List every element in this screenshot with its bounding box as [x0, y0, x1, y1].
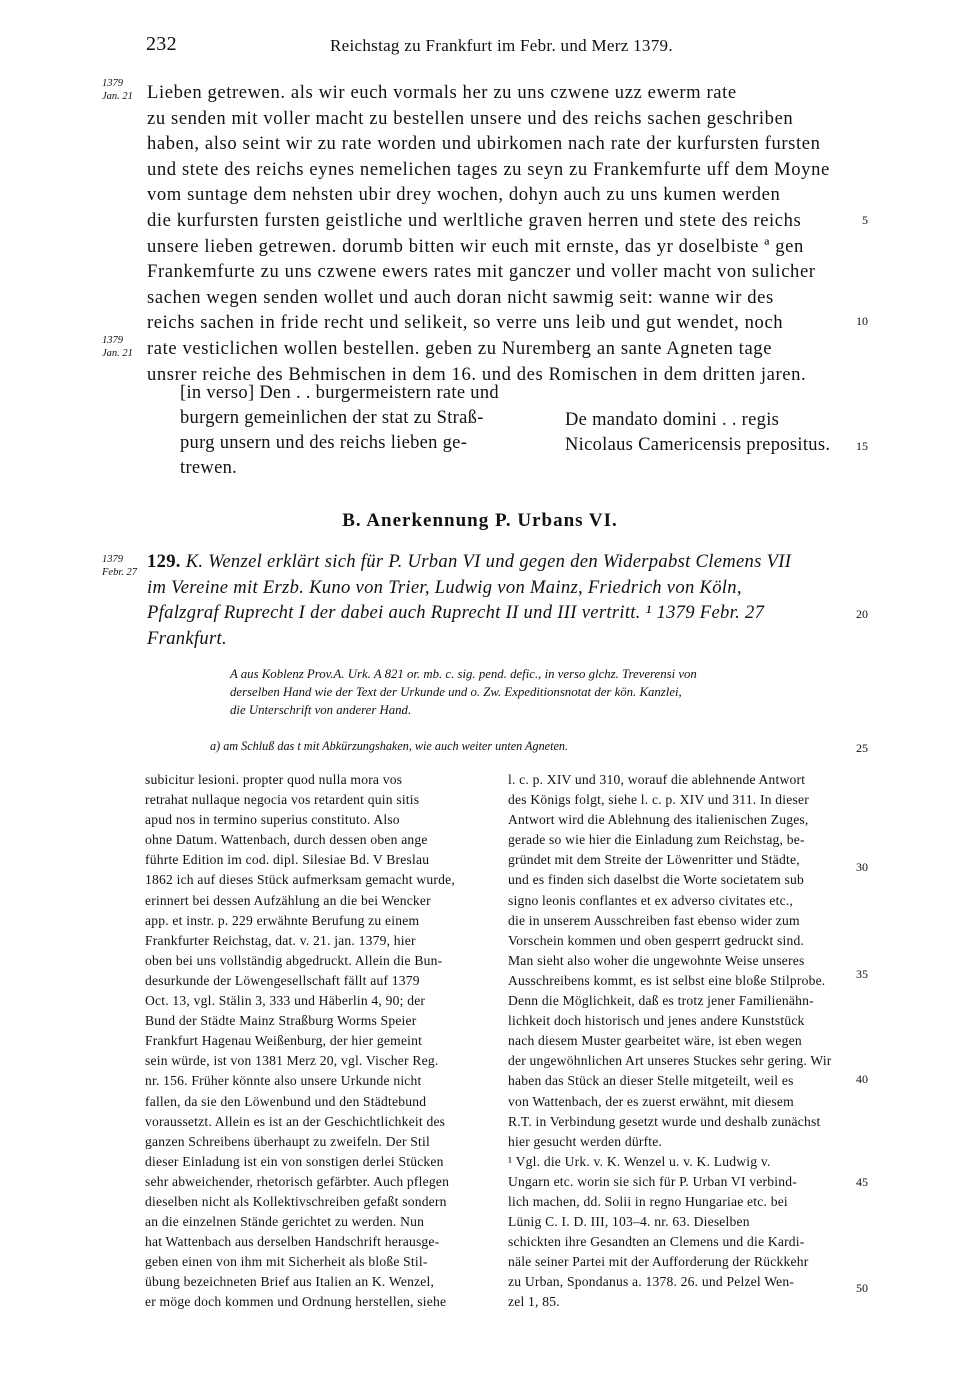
letter-line: vom suntage dem nehsten ubir drey wochen, dohyn auch zu uns kumen werden: [147, 184, 781, 206]
letter-body: [147, 80, 847, 387]
note-line: er möge doch kommen und Ordnung herstellen, siehe: [145, 1294, 447, 1310]
note-line: Bund der Städte Mainz Straßburg Worms Speier: [145, 1013, 417, 1029]
entry-line: K. Wenzel erklärt sich für P. Urban VI und gegen den Widerpabst Clemens VII: [185, 551, 792, 572]
note-line: des Königs folgt, siehe l. c. p. XIV und 311. In dieser: [508, 792, 809, 808]
letter-line: die kurfursten fursten geistliche und werltliche graven herren und stete des reichs: [147, 209, 802, 231]
note-line: zel 1, 85.: [508, 1294, 560, 1310]
letter-line: und stete des reichs eynes nemelichen tages zu seyn zu Frankemfurte uff dem Moyne: [147, 158, 830, 180]
line-number: 30: [856, 860, 868, 874]
note-line: hat Wattenbach aus derselben Handschrift herausge-: [145, 1234, 440, 1250]
note-line: 1862 ich auf dieses Stück aufmerksam gemacht wurde,: [145, 872, 455, 888]
line-number: 40: [856, 1072, 868, 1086]
note-line: Vorschein kommen und oben gesperrt gedruckt sind.: [508, 932, 805, 948]
note-line: Ausschreibens kommt, es ist selbst eine bloße Stilprobe.: [508, 972, 826, 988]
letter-line: unsrer reiche des Behmischen in dem 16. und des Romischen in dem dritten jaren.: [147, 363, 807, 385]
note-line: Lünig C. I. D. III, 103–4. nr. 63. Dieselben: [508, 1214, 750, 1230]
margin-date-year: 1379: [102, 78, 123, 89]
note-line: zu Urban, Spondanus a. 1378. 26. und Pelzel Wen-: [508, 1274, 795, 1290]
line-number: 25: [856, 741, 868, 755]
note-line: geben einen von ihm mit Sicherheit als bloße Stil-: [145, 1254, 428, 1270]
note-line: Frankfurt Hagenau Weißenburg, der hier gemeint: [145, 1033, 423, 1049]
note-line: oben bei uns vollständig abgedruckt. Allein die Bun-: [145, 952, 443, 968]
note-line: Antwort wird die Ablehnung des italienischen Zuges,: [508, 812, 809, 828]
margin-date: [102, 77, 142, 103]
note-line: Oct. 13, vgl. Stälin 3, 333 und Häberlin 4, 90; der: [145, 993, 426, 1009]
margin-date-day: Jan. 21: [102, 348, 133, 359]
note-line: sein würde, ist von 1381 Merz 20, vgl. Vischer Reg.: [145, 1053, 439, 1069]
note-line: retrahat nullaque negocia vos retardent quin sitis: [145, 792, 420, 808]
letter-line: Lieben getrewen. als wir euch vormals her zu uns czwene uzz ewerm rate: [147, 82, 737, 103]
note-line: sehr abweichender, rhetorisch gefärbter. Auch pflegen: [145, 1173, 450, 1189]
address-line: trewen.: [180, 458, 238, 478]
running-head: Reichstag zu Frankfurt im Febr. und Merz 1379.: [330, 36, 673, 55]
note-line: ganzen Schreibens überhaupt zu zweifeln. Der Stil: [145, 1133, 430, 1149]
entry-line: Pfalzgraf Ruprecht I der dabei auch Ruprecht II und III vertritt. ¹ 1379 Febr. 27: [147, 602, 765, 624]
line-number: 20: [856, 607, 868, 621]
note-line: dieselben nicht als Kollektivschreiben gefaßt sondern: [145, 1193, 447, 1209]
note-line: die in unserem Ausschreiben fast ebenso wider zum: [508, 912, 800, 928]
note-line: übung bezeichneten Brief aus Italien an K. Wenzel,: [145, 1274, 435, 1290]
note-line: apud nos in termino superius constituto. Also: [145, 812, 400, 828]
notes-left-column: [145, 770, 490, 1313]
line-number: 5: [862, 213, 868, 227]
entry-129: [147, 549, 847, 651]
note-line: ohne Datum. Wattenbach, durch dessen oben ange: [145, 832, 428, 848]
section-heading: B. Anerkennung P. Urbans VI.: [342, 510, 618, 531]
line-number: 10: [856, 314, 868, 328]
note-line: lich machen, dd. Solii in regno Hungariae etc. bei: [508, 1193, 788, 1209]
note-line: l. c. p. XIV und 310, worauf die ablehnende Antwort: [508, 772, 806, 787]
address-in-verso: [180, 381, 520, 481]
letter-line: reichs sachen in fride recht und selikeit, so verre uns leib und gut wendet, noch: [147, 312, 784, 334]
source-description: [230, 665, 850, 719]
footnote-a: a) am Schluß das t mit Abkürzungshaken, wie auch weiter unten Agneten.: [210, 739, 569, 753]
subscription-line: De mandato domini . . regis: [565, 410, 780, 430]
margin-date-year: 1379: [102, 554, 123, 565]
note-line: hier gesucht werden dürfte.: [508, 1133, 663, 1149]
letter-line: zu senden mit voller macht zu bestellen unsere und des reichs sachen geschriben: [147, 107, 794, 129]
margin-date-year: 1379: [102, 335, 123, 346]
source-line: die Unterschrift von anderer Hand.: [230, 703, 412, 717]
subscription-line: Nicolaus Camericensis prepositus.: [565, 435, 831, 455]
note-line: von Wattenbach, der es zuerst erwähnt, mit diesem: [508, 1093, 794, 1109]
letter-line: sachen wegen senden wollet und auch doran nicht sawmig seit: wanne wir des: [147, 286, 774, 308]
note-line: erinnert bei dessen Aufzählung an die bei Wencker: [145, 892, 431, 908]
note-line: nr. 156. Früher könnte also unsere Urkunde nicht: [145, 1073, 422, 1089]
note-line: Ungarn etc. worin sie sich für P. Urban VI verbind-: [508, 1173, 797, 1189]
letter-line: Frankemfurte zu uns czwene ewers rates mit ganczer und voller macht von sulicher: [147, 261, 816, 283]
note-line: signo leonis conflantes et ex adverso civitates etc.,: [508, 892, 794, 908]
note-line: Denn die Möglichkeit, daß es trotz jener Familienähn-: [508, 993, 814, 1009]
margin-date-day: Jan. 21: [102, 91, 133, 102]
letter-line: unsere lieben getrewen. dorumb bitten wir euch mit ernste, das yr doselbiste ª gen: [147, 235, 804, 257]
line-number: 15: [856, 439, 868, 453]
note-line: R.T. in Verbindung gesetzt wurde und deshalb zunächst: [508, 1113, 821, 1129]
note-line: desurkunde der Löwengesellschaft fällt auf 1379: [145, 972, 420, 988]
note-line: fallen, da sie den Löwenbund und den Städtebund: [145, 1093, 427, 1109]
note-line: haben das Stück an dieser Stelle mitgeteilt, weil es: [508, 1073, 794, 1089]
note-line: Man sieht also woher die ungewohnte Weise unseres: [508, 952, 805, 968]
note-line: näle seiner Partei mit der Aufforderung der Rückkehr: [508, 1254, 809, 1270]
note-line: der ungewöhnlichen Art unseres Stuckes sehr gering. Wir: [508, 1053, 832, 1069]
margin-date: [102, 334, 142, 360]
page-number: 232: [146, 33, 177, 55]
notes-right-column: [508, 770, 853, 1313]
note-line: subicitur lesioni. propter quod nulla mora vos: [145, 772, 403, 787]
note-line: schickten ihre Gesandten an Clemens und die Kardi-: [508, 1234, 805, 1250]
address-line: purg unsern und des reichs lieben ge-: [180, 433, 468, 453]
source-line: derselben Hand wie der Text der Urkunde und o. Zw. Expeditionsnotat der kön. Kanzlei,: [230, 685, 682, 699]
address-line: burgern gemeinlichen der stat zu Straß-: [180, 408, 484, 428]
line-number: 50: [856, 1281, 868, 1295]
note-line: und es finden sich daselbst die Worte societatem sub: [508, 872, 804, 888]
note-line: führte Edition im cod. dipl. Silesiae Bd. V Breslau: [145, 852, 430, 868]
subscription: [565, 408, 855, 458]
letter-line: haben, also seint wir zu rate worden und ubirkomen nach rate der kurfursten fursten: [147, 133, 821, 155]
note-line: app. et instr. p. 229 erwähnte Berufung zu einem: [145, 912, 420, 928]
letter-line: rate vesticlichen wollen bestellen. geben zu Nuremberg an sante Agneten tage: [147, 337, 773, 359]
note-line: gerade so wie hier die Einladung zum Reichstag, be-: [508, 832, 805, 848]
margin-date-day: Febr. 27: [102, 567, 137, 578]
entry-number: 129.: [147, 551, 181, 572]
note-line: voraussetzt. Allein es ist an der Geschichtlichkeit des: [145, 1113, 446, 1129]
source-line: A aus Koblenz Prov.A. Urk. A 821 or. mb. c. sig. pend. defic., in verso glchz. Treverensi von: [230, 667, 697, 681]
note-line: dieser Einladung ist ein von sonstigen derlei Stücken: [145, 1153, 444, 1169]
note-line: gründet mit dem Streite der Löwenritter und Städte,: [508, 852, 800, 868]
note-line: lichkeit doch historisch und jenes andere Kunststück: [508, 1013, 805, 1029]
note-line: nach diesem Muster gearbeitet wäre, ist eben wegen: [508, 1033, 802, 1049]
line-number: 35: [856, 967, 868, 981]
note-line: an die einzelnen Stände gerichtet zu werden. Nun: [145, 1214, 425, 1230]
address-line: [in verso] Den . . burgermeistern rate und: [180, 383, 499, 403]
note-line: ¹ Vgl. die Urk. v. K. Wenzel u. v. K. Ludwig v.: [508, 1153, 771, 1169]
entry-line: im Vereine mit Erzb. Kuno von Trier, Ludwig von Mainz, Friedrich von Köln,: [147, 576, 742, 598]
entry-line: Frankfurt.: [147, 627, 227, 649]
line-number: 45: [856, 1175, 868, 1189]
note-line: Frankfurter Reichstag, dat. v. 21. jan. 1379, hier: [145, 932, 416, 948]
margin-date: [102, 553, 142, 579]
